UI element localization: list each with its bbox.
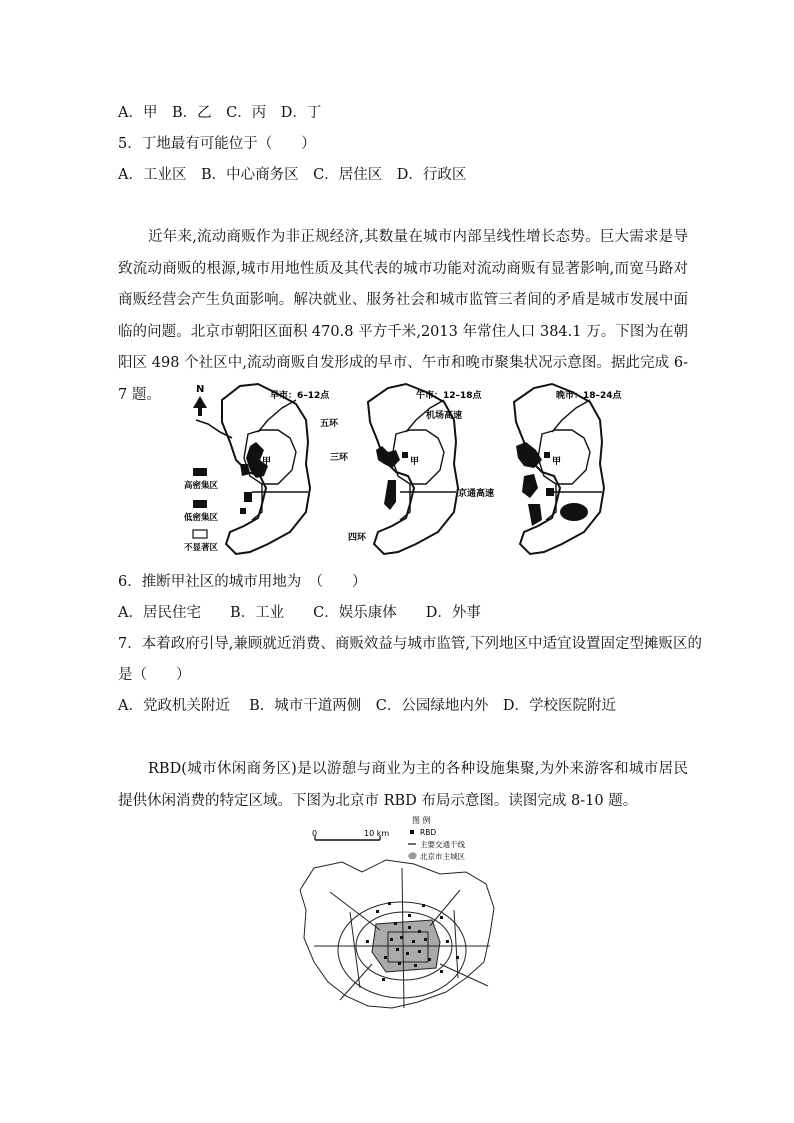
svg-text:RBD: RBD bbox=[420, 828, 437, 837]
svg-text:北京市主城区: 北京市主城区 bbox=[420, 852, 465, 861]
beijing-rbd-map-figure bbox=[290, 812, 510, 1018]
svg-text:四环: 四环 bbox=[348, 533, 367, 543]
svg-text:低密集区: 低密集区 bbox=[184, 513, 219, 523]
q7-stem-line1: 7．本着政府引导,兼顾就近消费、商贩效益与城市监管,下列地区中适宜设置固定型摊贩区的 bbox=[118, 636, 702, 652]
evening-market-map bbox=[514, 384, 623, 554]
svg-text:不显著区: 不显著区 bbox=[184, 543, 219, 553]
passage-rbd: RBD(城市休闲商务区)是以游憩与商业为主的各种设施集聚,为外来游客和城市居民提供休闲消费的特定区域。下图为北京市 RBD 布局示意图。读图完成 8-10 题。 bbox=[118, 761, 688, 809]
svg-text:午市：12–18点: 午市：12–18点 bbox=[416, 391, 482, 401]
svg-text:三环: 三环 bbox=[330, 453, 349, 463]
svg-text:机场高速: 机场高速 bbox=[426, 411, 463, 421]
svg-text:甲: 甲 bbox=[552, 457, 562, 467]
svg-text:五环: 五环 bbox=[320, 419, 339, 429]
svg-text:京通高速: 京通高速 bbox=[458, 489, 495, 499]
noon-market-map bbox=[320, 384, 494, 554]
q5-options: A．工业区 B．中心商务区 C．居住区 D．行政区 bbox=[118, 167, 467, 183]
scale-bar bbox=[312, 829, 389, 840]
q4-options: A．甲 B．乙 C．丙 D．丁 bbox=[118, 105, 322, 121]
passage-vendors: 近年来,流动商贩作为非正规经济,其数量在城市内部呈线性增长态势。巨大需求是导致流动商贩的根源,城市用地性质及其代表的城市功能对流动商贩有显著影响,而宽马路对商贩经营会产生负面影响。解决就业、服务社会和城市监管三者间的矛盾是城市发展中面临的问题。北京市朝阳区面积 470.8 平方千米,2013 年常住人口 384.1 万。下图为在朝阳区 498 个社区中,流动商贩自发形成的早市、午市和晚市聚集状况示意图。据此完成 6-7 题。 bbox=[118, 229, 688, 403]
svg-text:主要交通干线: 主要交通干线 bbox=[420, 840, 465, 849]
svg-text:晚市：18–24点: 晚市：18–24点 bbox=[556, 391, 622, 401]
q5-stem: 5．丁地最有可能位于（ ） bbox=[118, 136, 316, 152]
rbd-legend bbox=[408, 815, 465, 861]
north-arrow-icon bbox=[193, 384, 207, 416]
svg-text:N: N bbox=[196, 384, 205, 395]
svg-text:高密集区: 高密集区 bbox=[184, 481, 219, 491]
svg-text:0: 0 bbox=[312, 829, 318, 838]
svg-text:甲: 甲 bbox=[262, 457, 272, 467]
q7-options: A．党政机关附近 B．城市干道两侧 C．公园绿地内外 D．学校医院附近 bbox=[118, 698, 616, 714]
vendor-cluster-maps-figure bbox=[178, 380, 638, 556]
svg-text:图 例: 图 例 bbox=[412, 816, 431, 825]
svg-text:甲: 甲 bbox=[410, 457, 420, 467]
svg-text:10 km: 10 km bbox=[364, 829, 390, 838]
density-legend bbox=[183, 468, 219, 553]
svg-text:早市：6–12点: 早市：6–12点 bbox=[270, 391, 330, 401]
morning-market-map bbox=[196, 384, 330, 554]
q7-stem-line2: 是（ ） bbox=[118, 667, 191, 683]
q6-options: A．居民住宅 B．工业 C．娱乐康体 D．外事 bbox=[118, 605, 481, 621]
q6-stem: 6．推断甲社区的城市用地为 （ ） bbox=[118, 574, 367, 590]
